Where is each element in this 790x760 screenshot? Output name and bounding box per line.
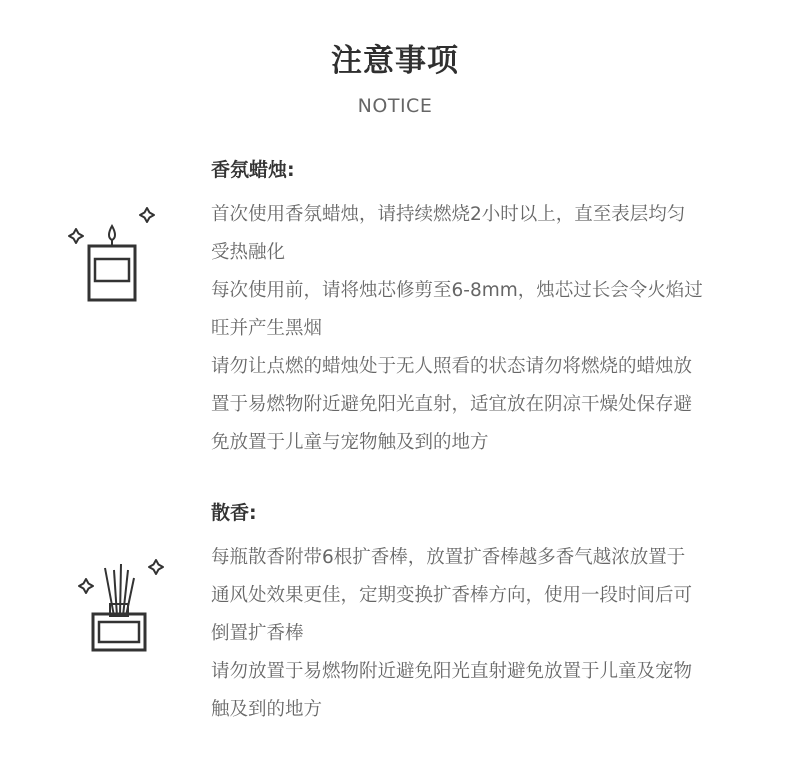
flame-icon — [109, 226, 115, 240]
section-reed-diffuser — [211, 501, 756, 729]
sparkle-icon — [149, 560, 163, 574]
page-subtitle: NOTICE — [357, 95, 433, 117]
reed-diffuser-icon — [76, 556, 170, 656]
section-heading: 散香: — [211, 502, 257, 524]
candle-icon — [66, 206, 160, 306]
sparkle-icon — [69, 229, 83, 243]
notice-line: 请勿放置于易燃物附近避免阳光直射避免放置于儿童及宠物 — [211, 661, 693, 682]
sparkle-icon — [79, 579, 93, 593]
notice-line: 首次使用香氛蜡烛，请持续燃烧2小时以上，直至表层均匀 — [211, 204, 686, 225]
notice-line: 置于易燃物附近避免阳光直射，适宜放在阴凉干燥处保存避 — [211, 394, 693, 415]
notice-line: 受热融化 — [211, 242, 286, 263]
notice-line: 免放置于儿童与宠物触及到的地方 — [211, 432, 489, 453]
notice-line: 触及到的地方 — [211, 699, 323, 720]
sparkle-icon — [140, 208, 154, 222]
section-heading: 香氛蜡烛: — [211, 159, 295, 181]
page-title: 注意事项 — [331, 43, 459, 79]
notice-line: 通风处效果更佳，定期变换扩香棒方向，使用一段时间后可 — [211, 585, 693, 606]
section-scented-candle — [211, 158, 756, 462]
notice-line: 请勿让点燃的蜡烛处于无人照看的状态请勿将燃烧的蜡烛放 — [211, 356, 693, 377]
notice-line: 倒置扩香棒 — [211, 623, 304, 644]
notice-line: 每瓶散香附带6根扩香棒，放置扩香棒越多香气越浓放置于 — [211, 547, 686, 568]
notice-line: 旺并产生黑烟 — [211, 318, 323, 339]
notice-line: 每次使用前，请将烛芯修剪至6-8mm，烛芯过长会令火焰过 — [211, 280, 703, 301]
